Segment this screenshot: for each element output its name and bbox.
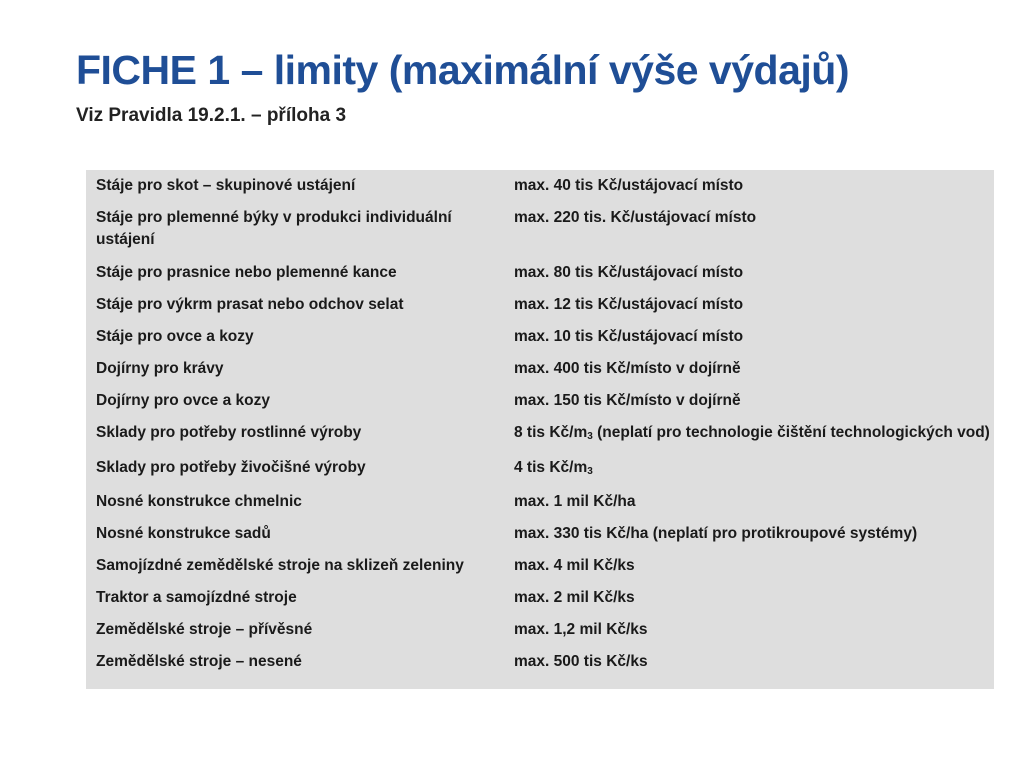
limit-cell: max. 2 mil Kč/ks	[514, 589, 635, 606]
slide-subtitle: Viz Pravidla 19.2.1. – příloha 3	[76, 105, 347, 126]
item-cell: Samojízdné zemědělské stroje na sklizeň zeleniny	[96, 557, 464, 574]
table-row	[86, 356, 994, 388]
limit-cell: max. 330 tis Kč/ha (neplatí pro protikroupové systémy)	[514, 525, 918, 542]
limit-value: 4 tis Kč/m	[514, 459, 588, 476]
slide-title: FICHE 1 – limity (maximální výše výdajů)	[76, 47, 849, 93]
limit-cell: max. 1,2 mil Kč/ks	[514, 621, 648, 638]
item-cell: Sklady pro potřeby živočišné výroby	[96, 459, 366, 476]
table-row	[86, 173, 994, 205]
limit-cell: max. 10 tis Kč/ustájovací místo	[514, 328, 744, 345]
item-cell: Dojírny pro ovce a kozy	[96, 392, 270, 409]
limit-value: 8 tis Kč/m	[514, 424, 588, 441]
item-cell: Zemědělské stroje – přívěsné	[96, 621, 313, 638]
limit-note: (neplatí pro technologie čištění technologických vod)	[592, 424, 990, 441]
table-row	[86, 455, 994, 489]
unit-subscript: 3	[587, 431, 593, 442]
table-row	[86, 649, 994, 681]
table-row	[86, 324, 994, 356]
item-cell: Stáje pro skot – skupinové ustájení	[96, 177, 356, 194]
limit-cell: max. 40 tis Kč/ustájovací místo	[514, 177, 744, 194]
table-row	[86, 420, 994, 455]
item-cell: Traktor a samojízdné stroje	[96, 589, 297, 606]
limit-cell: max. 4 mil Kč/ks	[514, 557, 635, 574]
item-cell: Stáje pro plemenné býky v produkci individuální ustájení	[96, 209, 452, 248]
unit-subscript: 3	[587, 466, 593, 477]
limits-table	[86, 173, 994, 681]
limit-cell: max. 500 tis Kč/ks	[514, 653, 648, 670]
table-row	[86, 260, 994, 292]
limits-table-panel	[86, 170, 994, 689]
item-cell: Zemědělské stroje – nesené	[96, 653, 302, 670]
table-row	[86, 553, 994, 585]
table-row	[86, 521, 994, 553]
item-cell: Stáje pro výkrm prasat nebo odchov selat	[96, 296, 404, 313]
table-row	[86, 617, 994, 649]
limit-cell: max. 12 tis Kč/ustájovací místo	[514, 296, 744, 313]
limit-cell: max. 1 mil Kč/ha	[514, 493, 636, 510]
limit-cell	[504, 455, 994, 489]
limit-cell: max. 80 tis Kč/ustájovací místo	[514, 264, 744, 281]
limit-cell: max. 150 tis Kč/místo v dojírně	[514, 392, 741, 409]
table-row	[86, 489, 994, 521]
item-cell: Nosné konstrukce chmelnic	[96, 493, 302, 510]
table-row	[86, 292, 994, 324]
limit-cell	[504, 420, 994, 455]
table-row	[86, 205, 994, 260]
item-cell: Dojírny pro krávy	[96, 360, 224, 377]
item-cell: Stáje pro prasnice nebo plemenné kance	[96, 264, 397, 281]
limit-cell: max. 400 tis Kč/místo v dojírně	[514, 360, 741, 377]
table-row	[86, 585, 994, 617]
table-row	[86, 388, 994, 420]
item-cell: Sklady pro potřeby rostlinné výroby	[96, 424, 362, 441]
limit-cell: max. 220 tis. Kč/ustájovací místo	[514, 209, 757, 226]
item-cell: Nosné konstrukce sadů	[96, 525, 271, 542]
item-cell: Stáje pro ovce a kozy	[96, 328, 254, 345]
